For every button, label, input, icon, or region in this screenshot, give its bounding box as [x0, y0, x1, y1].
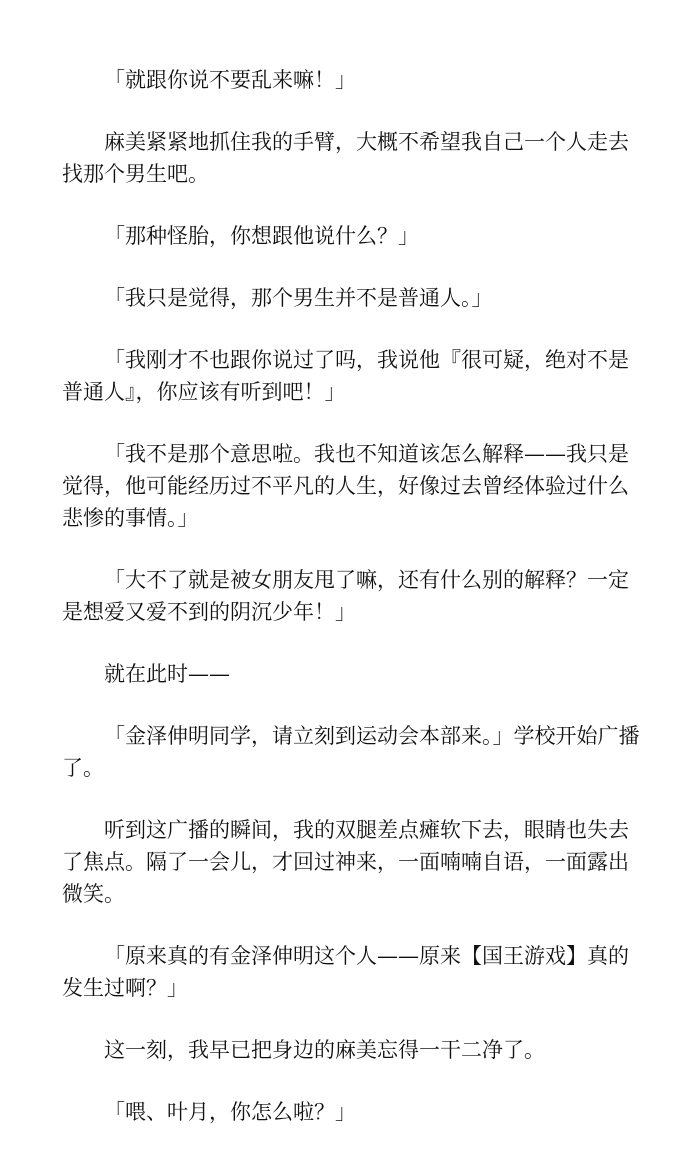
paragraph: 「大不了就是被女朋友甩了嘛，还有什么别的解释？一定是想爱又爱不到的阴沉少年！」: [62, 568, 629, 624]
paragraph: 「那种怪胎，你想跟他说什么？」: [104, 224, 419, 248]
paragraph: 「喂、叶月，你怎么啦？」: [104, 1100, 356, 1124]
paragraph: 「我刚才不也跟你说过了吗，我说他『很可疑，绝对不是普通人』，你应该有听到吧！」: [62, 348, 629, 404]
paragraph: 「就跟你说不要乱来嘛！」: [104, 68, 356, 92]
paragraph: 「我只是觉得，那个男生并不是普通人。」: [104, 286, 493, 310]
paragraph: 这一刻，我早已把身边的麻美忘得一干二净了。: [104, 1038, 545, 1062]
paragraph: 「原来真的有金泽伸明这个人——原来【国王游戏】真的发生过啊？」: [62, 944, 629, 1000]
document-page: [62, 64, 642, 1158]
paragraph: 「我不是那个意思啦。我也不知道该怎么解释——我只是觉得，他可能经历过不平凡的人生，好像过去曾经体验过什么悲惨的事情。」: [62, 442, 629, 530]
paragraph: 「金泽伸明同学，请立刻到运动会本部来。」学校开始广播了。: [62, 724, 640, 780]
paragraph: 就在此时——: [104, 662, 230, 686]
paragraph: 麻美紧紧地抓住我的手臂，大概不希望我自己一个人走去找那个男生吧。: [62, 130, 629, 186]
paragraph: 听到这广播的瞬间，我的双腿差点瘫软下去，眼睛也失去了焦点。隔了一会儿，才回过神来，一面喃喃自语，一面露出微笑。: [62, 818, 629, 906]
